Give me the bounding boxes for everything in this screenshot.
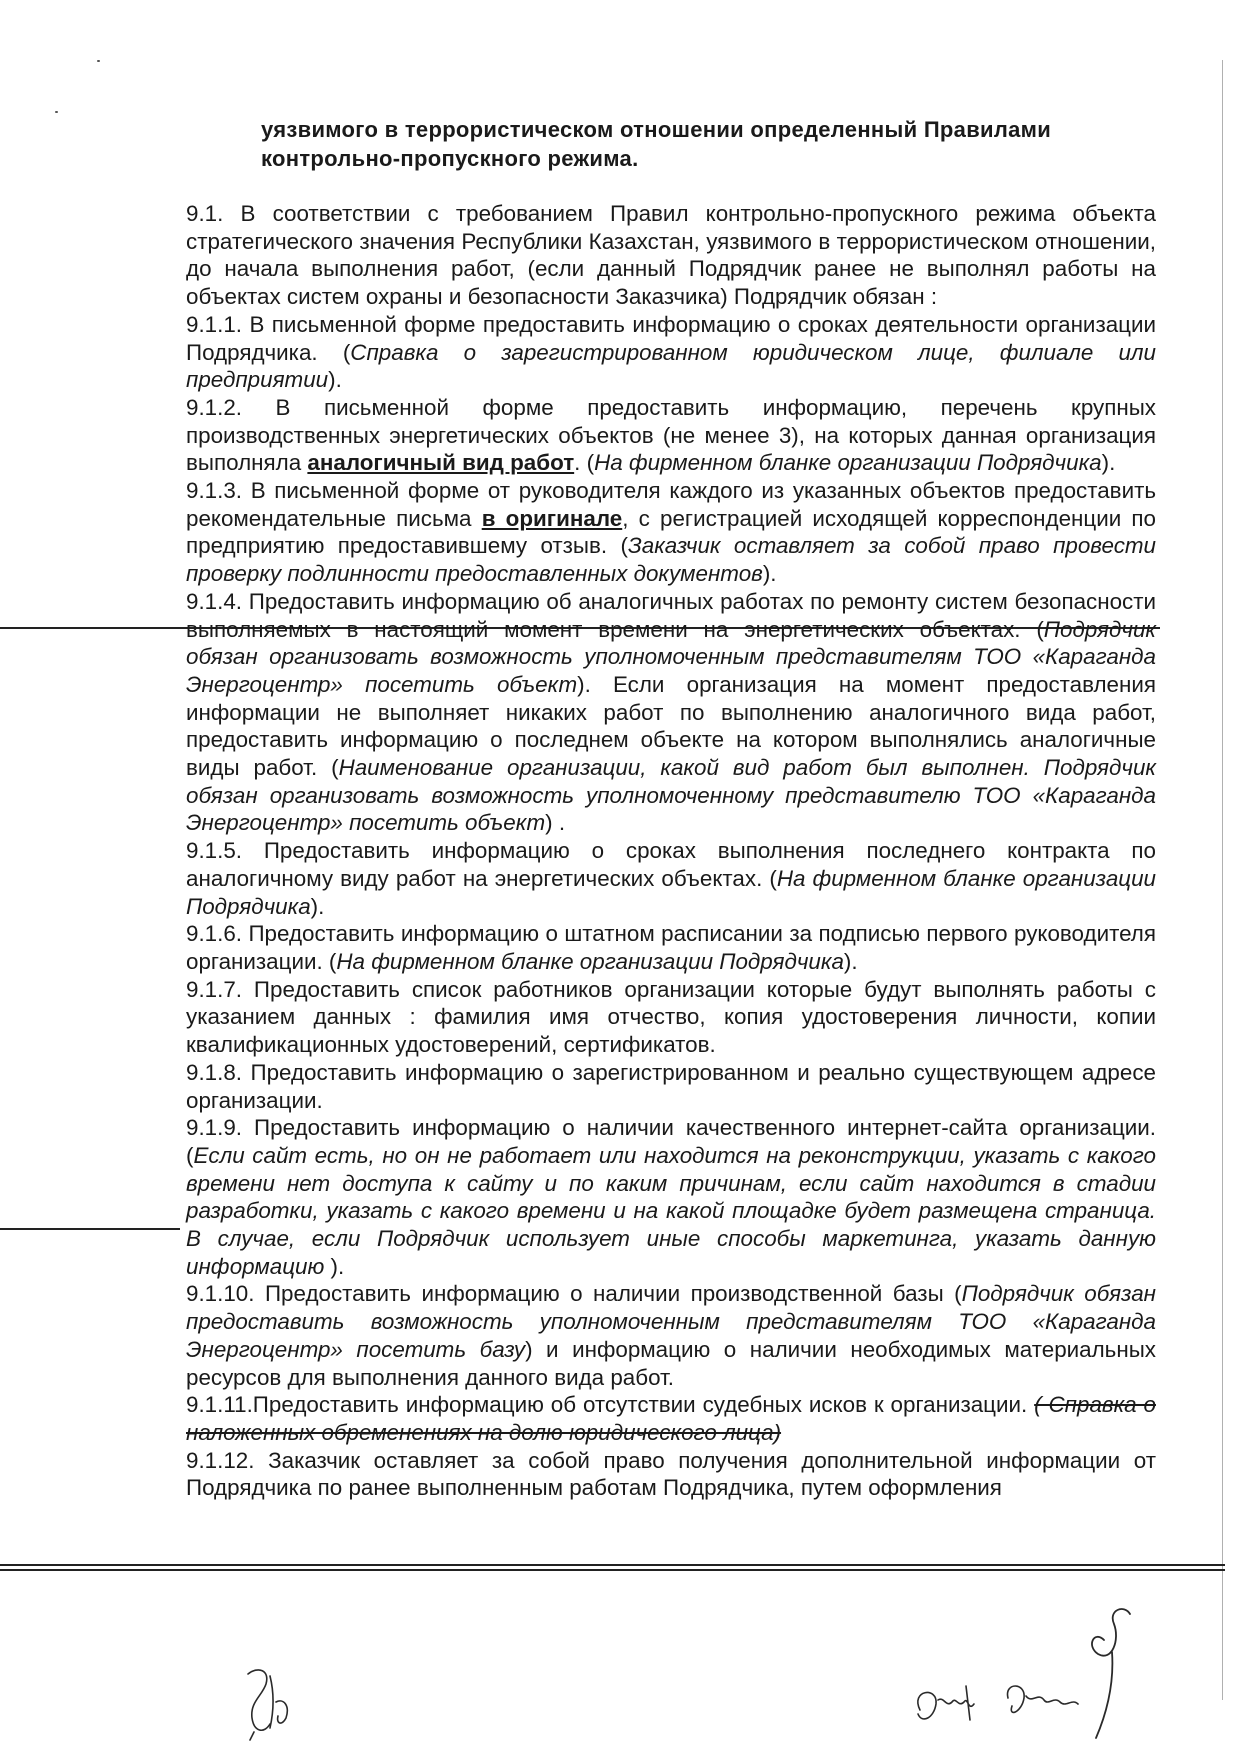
- paragraph-text: ).: [843, 948, 858, 974]
- horizontal-rule: [0, 1564, 1225, 1566]
- paragraph-9-1-6: [186, 920, 1156, 975]
- paragraph-italic: Заказчик оставляет за собой право провести проверку подлинности предоставленных документов: [186, 533, 1156, 587]
- paragraph-text: ).: [762, 561, 777, 587]
- paragraph-text: ).: [328, 367, 342, 393]
- document-body: [186, 200, 1156, 1502]
- scan-speck: [55, 111, 58, 113]
- paragraph-italic: Подрядчик обязан организовать возможность уполномоченным представителям ТОО «Караганда Энергоцентр» посетить объект: [186, 616, 1156, 697]
- paragraph-9-1-4: [186, 588, 1156, 837]
- paragraph-9-1-9: [186, 1114, 1156, 1280]
- paragraph-9-1-3: [186, 477, 1156, 588]
- paragraph-9-1-8: 9.1.8. Предоставить информацию о зарегистрированном и реально существующем адресе организации.: [186, 1059, 1156, 1113]
- signature-left-icon: [240, 1662, 300, 1742]
- paragraph-italic: Наименование организации, какой вид работ был выполнен. Подрядчик обязан организовать возможность уполномоченному представителю ТОО «Караганда Энергоцентр» посетить объект: [186, 755, 1156, 836]
- paragraph-text: 9.1.1. В письменной форме предоставить информацию о сроках деятельности организации Подрядчика. (: [186, 311, 1156, 365]
- emphasis-underlined: аналогичный вид работ: [307, 450, 575, 476]
- paragraph-text: ).: [324, 1253, 345, 1279]
- paragraph-text: 9.1.3. В письменной форме от руководителя каждого из указанных объектов предоставить рекомендательные письма: [186, 478, 1156, 531]
- paragraph-text: , с регистрацией исходящей корреспонденции по предприятию предоставившему отзыв. (: [186, 505, 1156, 559]
- paragraph-text: 9.1.9. Предоставить информацию о наличии качественного интернет-сайта организации. (: [186, 1115, 1156, 1168]
- paragraph-9-1-10: [186, 1280, 1156, 1391]
- paragraph-italic: Если сайт есть, но он не работает или находится на реконструкции, указать с какого времени нет доступа к сайту и по каким причинам, если сайт находится в стадии разработки, указать с какого времени и на какой площадке будет размещена страница. В случае, если Подрядчик использует иные способы маркетинга, указать данную информацию: [186, 1142, 1156, 1279]
- heading-line-2: контрольно-пропускного режима.: [261, 146, 639, 171]
- paragraph-italic: На фирменном бланке организации Подрядчика: [594, 450, 1102, 476]
- section-heading: [261, 115, 1161, 173]
- paragraph-text: ).: [310, 893, 325, 919]
- paragraph-text: 9.1.2. В письменной форме предоставить информацию, перечень крупных производственных энергетических объектов (не менее 3), на которых данная организация выполняла: [186, 394, 1156, 476]
- heading-line-1: уязвимого в террористическом отношении определенный Правилами: [261, 117, 1052, 142]
- paragraph-9-1-2: [186, 394, 1156, 477]
- paragraph-italic: Подрядчик обязан предоставить возможность уполномоченным представителям ТОО «Караганда Энергоцентр» посетить базу: [186, 1281, 1156, 1362]
- signature-right-icon: [908, 1600, 1158, 1750]
- paragraph-text: 9.1.11.Предоставить информацию об отсутствии судебных исков к организации.: [186, 1392, 1028, 1418]
- paragraph-text: 9.1.10. Предоставить информацию о наличии производственной базы (: [186, 1281, 962, 1307]
- scan-edge-line: [1222, 60, 1223, 1700]
- paragraph-italic-struck: ( Справка о наложенных обременениях на долю юридического лица): [186, 1392, 1156, 1445]
- paragraph-9-1-11: [186, 1391, 1156, 1446]
- paragraph-9-1-1: [186, 311, 1156, 394]
- paragraph-italic: На фирменном бланке организации Подрядчика: [186, 865, 1156, 919]
- horizontal-rule: [0, 1228, 180, 1230]
- paragraph-italic: Справка о зарегистрированном юридическом лице, филиале или предприятии: [186, 339, 1157, 393]
- paragraph-text: 9.1.6. Предоставить информацию о штатном расписании за подписью первого руководителя организации. (: [186, 921, 1156, 974]
- paragraph-italic: На фирменном бланке организации Подрядчика: [336, 948, 844, 974]
- paragraph-text: 9.1.5. Предоставить информацию о сроках выполнения последнего контракта по аналогичному виду работ на энергетических объектах. (: [186, 838, 1156, 891]
- emphasis-underlined: в оригинале: [481, 505, 623, 531]
- paragraph-9-1: 9.1. В соответствии с требованием Правил контрольно-пропускного режима объекта стратегического значения Республики Казахстан, уязвимого в террористическом отношении, до начала выполнения работ, (если данный Подрядчик ранее не выполнял работы на объектах систем охраны и безопасности Заказчика) Подрядчик обязан :: [186, 201, 1156, 310]
- horizontal-rule: [0, 1569, 1225, 1571]
- paragraph-text: 9.1.4. Предоставить информацию об аналогичных работах по ремонту систем безопасности выполняемых в настоящий момент времени на энергетических объектах. (: [186, 588, 1156, 642]
- paragraph-text: ). Если организация на момент предоставления информации не выполняет никаких работ по выполнению аналогичного вида работ, предоставить информацию о последнем объекте на котором выполнялись аналогичные виды работ. (: [186, 671, 1156, 781]
- paragraph-9-1-5: [186, 837, 1156, 920]
- paragraph-text: . (: [574, 450, 595, 476]
- paragraph-text: ).: [1101, 450, 1116, 476]
- paragraph-9-1-7: 9.1.7. Предоставить список работников организации которые будут выполнять работы с указанием данных : фамилия имя отчество, копия удостоверения личности, копии квалификационных удостоверений, сертификатов.: [186, 976, 1156, 1058]
- scan-speck: [97, 60, 100, 62]
- paragraph-text: ) .: [545, 810, 566, 836]
- paragraph-9-1-12: 9.1.12. Заказчик оставляет за собой право получения дополнительной информации от Подрядчика по ранее выполненным работам Подрядчика, путем оформления: [186, 1447, 1156, 1501]
- paragraph-text: ) и информацию о наличии необходимых материальных ресурсов для выполнения данного вида работ.: [186, 1336, 1156, 1390]
